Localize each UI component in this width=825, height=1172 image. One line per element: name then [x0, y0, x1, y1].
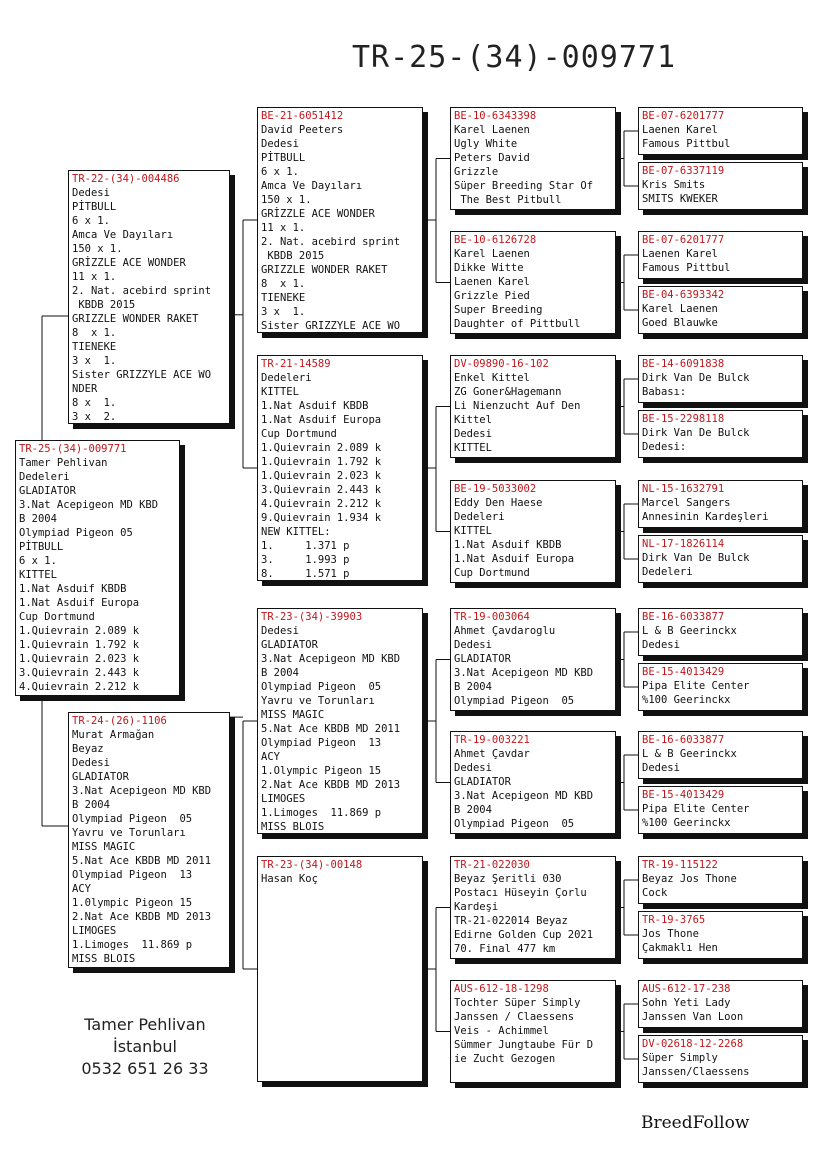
pedigree-line: 3. 1.993 p [261, 554, 350, 566]
pedigree-line: PİTBULL [261, 152, 306, 164]
pedigree-line: 3 x 1. [72, 355, 117, 367]
pedigree-line: Peters David [454, 152, 530, 164]
pedigree-line: GRIZZLE WONDER RAKET [72, 313, 199, 325]
pedigree-card[interactable] [638, 786, 803, 834]
pedigree-line: Dedeleri [454, 511, 505, 523]
pedigree-line: Janssen / Claessens [454, 1011, 575, 1023]
pedigree-line: 3.Quievrain 2.443 k [261, 484, 382, 496]
ring-number: TR-19-003221 [454, 734, 530, 746]
pedigree-line: Beyaz Jos Thone [642, 873, 737, 885]
pedigree-line: Yavru ve Torunları [261, 695, 375, 707]
pedigree-line: PİTBULL [72, 201, 117, 213]
pedigree-line: 1.Nat Asduif Europa [454, 553, 575, 565]
pedigree-line: Kris Smits [642, 179, 706, 191]
pedigree-line: Dedesi [454, 639, 492, 651]
pedigree-line: L & B Geerinckx [642, 625, 737, 637]
ring-number: NL-17-1826114 [642, 538, 725, 550]
ring-number: BE-10-6343398 [454, 110, 537, 122]
pedigree-line: 1.Nat Asduif Europa [261, 414, 382, 426]
pedigree-line: 11 x 1. [72, 271, 117, 283]
pedigree-line: Super Breeding [454, 304, 543, 316]
pedigree-line: %100 Geerinckx [642, 817, 731, 829]
pedigree-card[interactable] [450, 107, 616, 210]
pedigree-line: TIENEKE [72, 341, 117, 353]
pedigree-line: Cock [642, 887, 668, 899]
ring-number: TR-19-115122 [642, 859, 718, 871]
pedigree-line: 3 x 1. [261, 306, 306, 318]
pedigree-card[interactable] [638, 663, 803, 711]
pedigree-line: Sümmer Jungtaube Für D [454, 1039, 594, 1051]
ring-number: TR-23-(34)-39903 [261, 611, 363, 623]
pedigree-card[interactable] [638, 162, 803, 210]
pedigree-card[interactable] [638, 355, 803, 403]
pedigree-line: LIMOGES [72, 925, 117, 937]
pedigree-line: Postacı Hüseyin Çorlu [454, 887, 587, 899]
pedigree-line: MISS BLOIS [261, 821, 325, 833]
pedigree-line: Dirk Van De Bulck [642, 372, 750, 384]
pedigree-line: B 2004 [261, 667, 299, 679]
pedigree-line: 3.Quievrain 2.443 k [19, 667, 140, 679]
pedigree-line: Marcel Sangers [642, 497, 731, 509]
pedigree-line: KITTEL [454, 525, 492, 537]
pedigree-line: Dedesi [454, 428, 492, 440]
pedigree-line: 150 x 1. [72, 243, 123, 255]
pedigree-card[interactable] [257, 107, 423, 333]
pedigree-line: 1.Nat Asduif KBDB [19, 583, 127, 595]
pedigree-line: 3 x 2. [72, 411, 117, 423]
pedigree-line: 70. Final 477 km [454, 943, 556, 955]
pedigree-card[interactable] [638, 856, 803, 904]
pedigree-line: MISS BLOIS [72, 953, 136, 965]
pedigree-line: GLADIATOR [19, 485, 76, 497]
pedigree-line: KBDB 2015 [261, 250, 325, 262]
pedigree-card[interactable] [638, 731, 803, 779]
ring-number: BE-15-4013429 [642, 666, 725, 678]
pedigree-line: Dedeleri [19, 471, 70, 483]
pedigree-line: 3.Nat Acepigeon MD KBD [72, 785, 212, 797]
pedigree-line: Enkel Kittel [454, 372, 530, 384]
ring-number: DV-02618-12-2268 [642, 1038, 744, 1050]
pedigree-card[interactable] [450, 608, 616, 711]
pedigree-line: GLADIATOR [454, 653, 511, 665]
pedigree-line: Olympiad Pigeon 05 [454, 818, 575, 830]
pedigree-card[interactable] [450, 980, 616, 1083]
pedigree-line: MISS MAGIC [261, 709, 325, 721]
breeder-phone: 0532 651 26 33 [81, 1059, 209, 1078]
pedigree-line: Jos Thone [642, 928, 699, 940]
ring-number: AUS-612-18-1298 [454, 983, 549, 995]
pedigree-line: Dedesi [261, 138, 299, 150]
pedigree-line: 1.Limoges 11.869 p [72, 939, 193, 951]
pedigree-card[interactable] [450, 480, 616, 583]
pedigree-line: Dedesi [72, 187, 110, 199]
pedigree-card[interactable] [638, 608, 803, 656]
pedigree-line: GLADIATOR [454, 776, 511, 788]
pedigree-line: Eddy Den Haese [454, 497, 543, 509]
brand-logo: BreedFollow [641, 1113, 750, 1133]
ring-number: TR-25-(34)-009771 [19, 443, 127, 455]
pedigree-line: B 2004 [454, 804, 492, 816]
pedigree-line: Sister GRIZZYLE ACE WO [261, 320, 401, 332]
ring-number: BE-15-4013429 [642, 789, 725, 801]
pedigree-line: NEW KITTEL: [261, 526, 331, 538]
pedigree-card[interactable] [68, 712, 230, 968]
pedigree-line: Olympiad Pigeon 13 [72, 869, 193, 881]
pedigree-line: Dirk Van De Bulck [642, 552, 750, 564]
pedigree-line: Goed Blauwke [642, 317, 718, 329]
pedigree-card[interactable] [450, 731, 616, 834]
pedigree-line: GRIZZLE WONDER RAKET [261, 264, 388, 276]
pedigree-line: 2.Nat Ace KBDB MD 2013 [72, 911, 212, 923]
ring-number: TR-19-003064 [454, 611, 530, 623]
pedigree-card[interactable] [68, 170, 230, 424]
pedigree-line: Karel Laenen [454, 124, 530, 136]
pedigree-line: Cup Dortmund [261, 428, 337, 440]
pedigree-card[interactable] [15, 440, 180, 696]
pedigree-line: Beyaz Şeritli 030 [454, 873, 562, 885]
pedigree-card[interactable] [450, 231, 616, 334]
pedigree-line: Beyaz [72, 743, 104, 755]
pedigree-line: David Peeters [261, 124, 344, 136]
pedigree-line: Çakmaklı Hen [642, 942, 718, 954]
ring-number: NL-15-1632791 [642, 483, 725, 495]
ring-number: BE-16-6033877 [642, 734, 725, 746]
pedigree-line: 4.Quievrain 2.212 k [261, 498, 382, 510]
ring-number: BE-14-6091838 [642, 358, 725, 370]
pedigree-line: Ahmet Çavdaroglu [454, 625, 556, 637]
ring-number: TR-22-(34)-004486 [72, 173, 180, 185]
pedigree-card[interactable] [638, 980, 803, 1028]
pedigree-line: 5.Nat Ace KBDB MD 2011 [261, 723, 401, 735]
pedigree-card[interactable] [638, 231, 803, 279]
pedigree-line: KBDB 2015 [72, 299, 136, 311]
ring-number: AUS-612-17-238 [642, 983, 731, 995]
breeder-name: Tamer Pehlivan [84, 1015, 206, 1034]
pedigree-line: PİTBULL [19, 541, 64, 553]
pedigree-line: 1.Olympic Pigeon 15 [261, 765, 382, 777]
pedigree-line: %100 Geerinckx [642, 694, 731, 706]
pedigree-line: ACY [261, 751, 280, 763]
pedigree-line: 1.Quievrain 2.089 k [261, 442, 382, 454]
pedigree-line: Amca Ve Dayıları [72, 229, 174, 241]
pedigree-line: Olympiad Pigeon 05 [19, 527, 133, 539]
ring-number: BE-07-6337119 [642, 165, 725, 177]
pedigree-line: 1.Quievrain 2.089 k [19, 625, 140, 637]
pedigree-line: Veis - Achimmel [454, 1025, 549, 1037]
pedigree-line: Dedeleri [642, 566, 693, 578]
pedigree-line: Süper Breeding Star Of [454, 180, 594, 192]
pedigree-line: 1.Nat Asduif Europa [19, 597, 140, 609]
ring-number: BE-07-6201777 [642, 110, 725, 122]
pedigree-line: Amca Ve Dayıları [261, 180, 363, 192]
pedigree-line: 2. Nat. acebird sprint [72, 285, 212, 297]
ring-number: BE-16-6033877 [642, 611, 725, 623]
pedigree-line: Kardeşi [454, 901, 499, 913]
pedigree-line: 1.Quievrain 1.792 k [261, 456, 382, 468]
pedigree-line: 1.Limoges 11.869 p [261, 807, 382, 819]
pedigree-line: Dedesi [454, 762, 492, 774]
pedigree-line: 1.Quievrain 1.792 k [19, 639, 140, 651]
pedigree-line: KITTEL [454, 442, 492, 454]
pedigree-line: Dedesi [642, 762, 680, 774]
pedigree-line: B 2004 [454, 681, 492, 693]
pedigree-line: Dedesi [72, 757, 110, 769]
pedigree-line: Süper Simply [642, 1052, 718, 1064]
pedigree-line: 8. 1.571 p [261, 568, 350, 580]
pedigree-line: Cup Dortmund [454, 567, 530, 579]
pedigree-line: Dedesi [261, 625, 299, 637]
ring-number: BE-19-5033002 [454, 483, 537, 495]
pedigree-line: Dedeleri [261, 372, 312, 384]
ring-number: BE-21-6051412 [261, 110, 344, 122]
pedigree-line: 4.Quievrain 2.212 k [19, 681, 140, 693]
pedigree-line: TIENEKE [261, 292, 306, 304]
pedigree-card[interactable] [638, 286, 803, 334]
ring-number: TR-24-(26)-1106 [72, 715, 167, 727]
pedigree-line: GLADIATOR [261, 639, 318, 651]
pedigree-line: B 2004 [19, 513, 57, 525]
pedigree-line: 2.Nat Ace KBDB MD 2013 [261, 779, 401, 791]
pedigree-line: 8 x 1. [261, 278, 306, 290]
pedigree-line: 1.Quievrain 2.023 k [19, 653, 140, 665]
breeder-city: İstanbul [112, 1037, 177, 1056]
pedigree-line: Annesinin Kardeşleri [642, 511, 769, 523]
pedigree-line: Janssen Van Loon [642, 1011, 744, 1023]
pedigree-line: 9.Quievrain 1.934 k [261, 512, 382, 524]
pedigree-line: 3.Nat Acepigeon MD KBD [454, 667, 594, 679]
pedigree-card[interactable] [450, 856, 616, 959]
pedigree-line: Tamer Pehlivan [19, 457, 108, 469]
pedigree-line: The Best Pitbull [454, 194, 562, 206]
pedigree-line: Olympiad Pigeon 05 [261, 681, 382, 693]
pedigree-line: Ugly White [454, 138, 518, 150]
pedigree-line: Edirne Golden Cup 2021 [454, 929, 594, 941]
pedigree-line: Grizzle [454, 166, 499, 178]
pedigree-line: 5.Nat Ace KBDB MD 2011 [72, 855, 212, 867]
pedigree-line: Pipa Elite Center [642, 803, 750, 815]
pedigree-line: LIMOGES [261, 793, 306, 805]
pedigree-line: Cup Dortmund [19, 611, 95, 623]
ring-number: TR-21-14589 [261, 358, 331, 370]
pedigree-line: Li Nienzucht Auf Den [454, 400, 581, 412]
pedigree-line: 2. Nat. acebird sprint [261, 236, 401, 248]
ring-number: TR-21-022030 [454, 859, 530, 871]
pedigree-line: KITTEL [19, 569, 57, 581]
pedigree-line: Olympiad Pigeon 05 [454, 695, 575, 707]
pedigree-line: 6 x 1. [72, 215, 110, 227]
pedigree-line: B 2004 [72, 799, 110, 811]
breeder-contact [80, 1014, 210, 1080]
pedigree-line: TR-21-022014 Beyaz [454, 915, 568, 927]
pedigree-line: Tochter Süper Simply [454, 997, 581, 1009]
pedigree-line: 6 x 1. [261, 166, 299, 178]
pedigree-line: Dikke Witte [454, 262, 524, 274]
pedigree-line: Karel Laenen [454, 248, 530, 260]
pedigree-line: Karel Laenen [642, 303, 718, 315]
pedigree-line: Hasan Koç [261, 873, 318, 885]
pedigree-line: 3.Nat Acepigeon MD KBD [454, 790, 594, 802]
pedigree-card[interactable] [450, 355, 616, 458]
pedigree-line: Babası: [642, 386, 687, 398]
pedigree-line: GRİZZLE ACE WONDER [261, 208, 375, 220]
pedigree-line: 3.Nat Acepigeon MD KBD [261, 653, 401, 665]
pedigree-line: KITTEL [261, 386, 299, 398]
pedigree-line: ZG Goner&Hagemann [454, 386, 562, 398]
pedigree-line: Ahmet Çavdar [454, 748, 530, 760]
pedigree-line: 1.0lympic Pigeon 15 [72, 897, 193, 909]
pedigree-line: Murat Armağan [72, 729, 155, 741]
pedigree-line: MISS MAGIC [72, 841, 136, 853]
pedigree-line: GRİZZLE ACE WONDER [72, 257, 186, 269]
pedigree-line: Sister GRIZZYLE ACE WO [72, 369, 212, 381]
pedigree-line: 1.Nat Asduif KBDB [261, 400, 369, 412]
pedigree-line: Janssen/Claessens [642, 1066, 750, 1078]
pedigree-card[interactable] [257, 608, 423, 834]
pedigree-line: 3.Nat Acepigeon MD KBD [19, 499, 159, 511]
pedigree-line: Olympiad Pigeon 05 [72, 813, 193, 825]
ring-number: BE-15-2298118 [642, 413, 725, 425]
pedigree-line: Dedesi: [642, 441, 687, 453]
pedigree-line: Daughter of Pittbull [454, 318, 581, 330]
pedigree-card[interactable] [638, 107, 803, 155]
ring-number: BE-07-6201777 [642, 234, 725, 246]
pedigree-line: Dedesi [642, 639, 680, 651]
pedigree-line: Yavru ve Torunları [72, 827, 186, 839]
pedigree-line: 1.Nat Asduif KBDB [454, 539, 562, 551]
pedigree-line: 8 x 1. [72, 327, 117, 339]
ring-number: BE-04-6393342 [642, 289, 725, 301]
pedigree-line: Dirk Van De Bulck [642, 427, 750, 439]
pedigree-line: SMITS KWEKER [642, 193, 718, 205]
pedigree-line: 1.Quievrain 2.023 k [261, 470, 382, 482]
pedigree-line: 8 x 1. [72, 397, 117, 409]
pedigree-line: 11 x 1. [261, 222, 306, 234]
pedigree-card[interactable] [638, 480, 803, 528]
pedigree-line: Pipa Elite Center [642, 680, 750, 692]
ring-number: TR-23-(34)-00148 [261, 859, 363, 871]
pedigree-card[interactable] [638, 911, 803, 959]
pedigree-line: Laenen Karel [642, 248, 718, 260]
pedigree-line: ie Zucht Gezogen [454, 1053, 556, 1065]
ring-number: BE-10-6126728 [454, 234, 537, 246]
pedigree-line: Sohn Yeti Lady [642, 997, 731, 1009]
pedigree-line: L & B Geerinckx [642, 748, 737, 760]
pedigree-line: 1. 1.371 p [261, 540, 350, 552]
pedigree-card[interactable] [638, 1035, 803, 1083]
pedigree-line: NDER [72, 383, 98, 395]
pedigree-line: 6 x 1. [19, 555, 57, 567]
pedigree-line: Laenen Karel [642, 124, 718, 136]
pedigree-card[interactable] [257, 856, 423, 1082]
ring-number: DV-09890-16-102 [454, 358, 549, 370]
pedigree-line: Olympiad Pigeon 13 [261, 737, 382, 749]
pedigree-card[interactable] [638, 410, 803, 458]
pedigree-line: Grizzle Pied [454, 290, 530, 302]
pedigree-line: Famous Pittbul [642, 262, 731, 274]
pedigree-line: ACY [72, 883, 91, 895]
pedigree-line: Kittel [454, 414, 492, 426]
pedigree-title: TR-25-(34)-009771 [352, 40, 677, 75]
pedigree-line: GLADIATOR [72, 771, 129, 783]
pedigree-line: Laenen Karel [454, 276, 530, 288]
pedigree-card[interactable] [257, 355, 423, 581]
pedigree-line: Famous Pittbul [642, 138, 731, 150]
pedigree-line: 150 x 1. [261, 194, 312, 206]
pedigree-card[interactable] [638, 535, 803, 583]
ring-number: TR-19-3765 [642, 914, 706, 926]
